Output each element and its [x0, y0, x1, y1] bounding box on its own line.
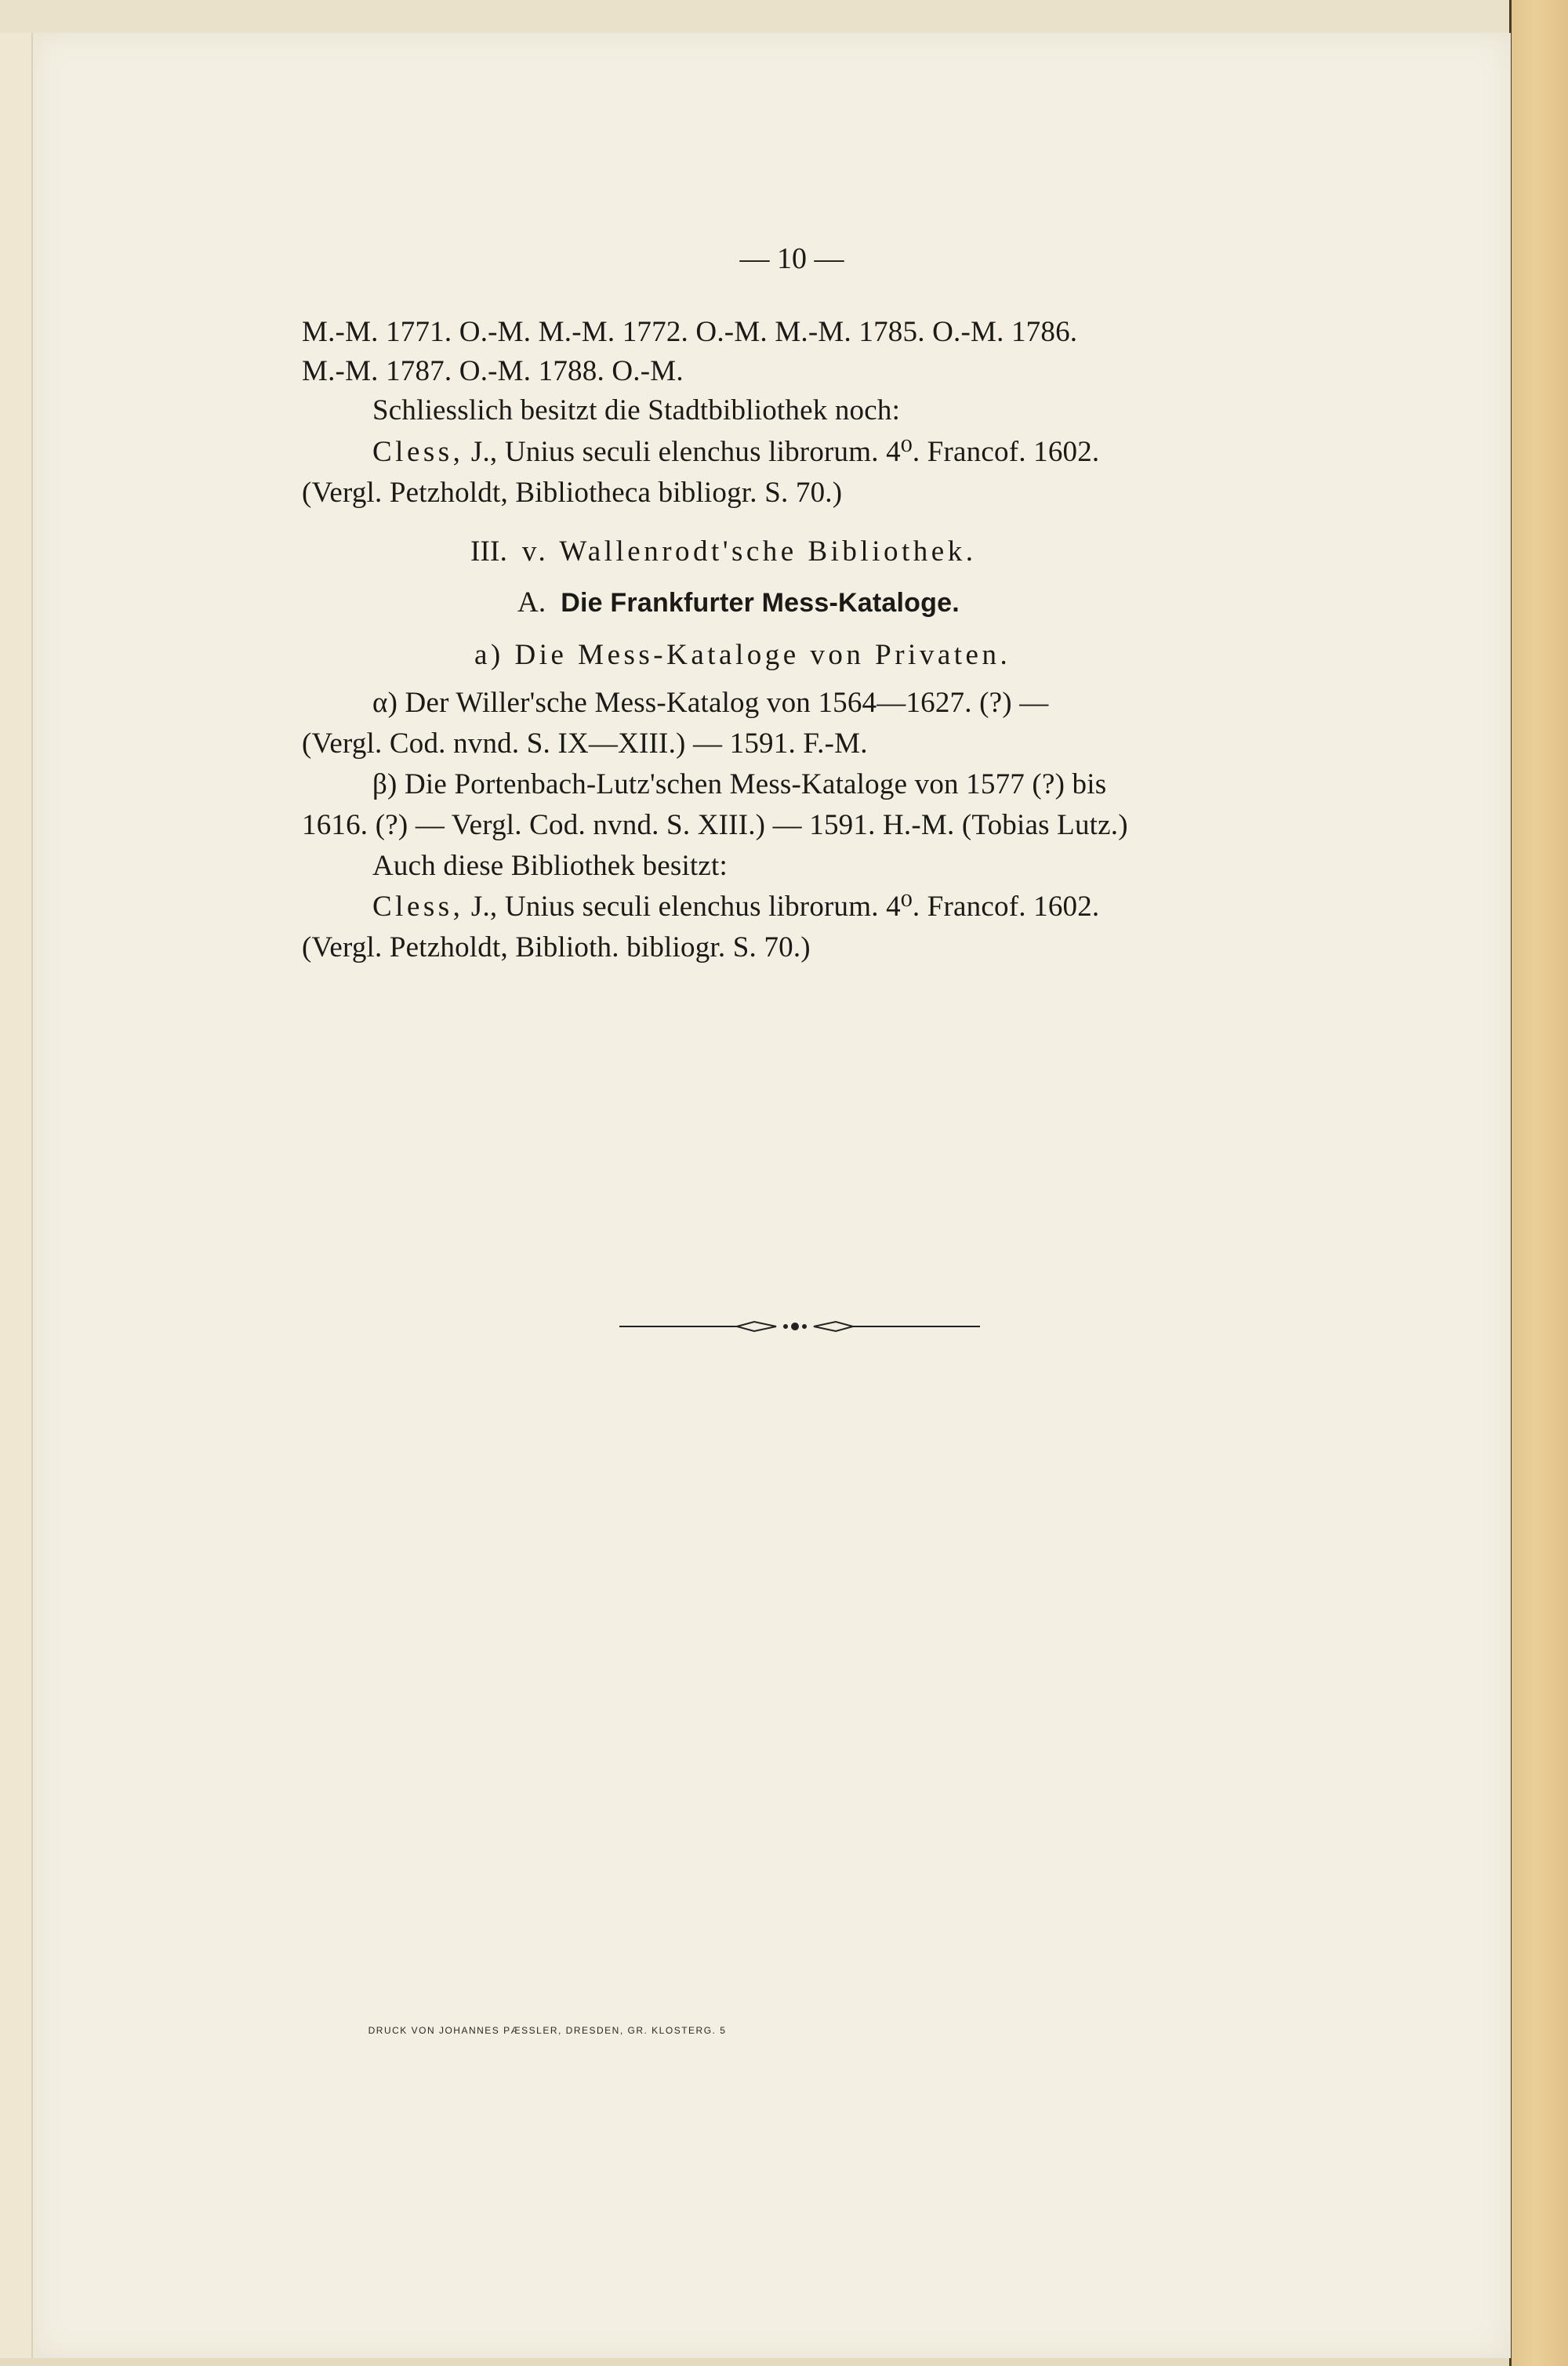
text-line-9: α) Der Willer'sche Mess-Katalog von 1564—1627. (?) —: [372, 687, 1049, 719]
scan-top-margin: [0, 0, 1509, 33]
text-line-12: 1616. (?) — Vergl. Cod. nvnd. S. XIII.) — 1591. H.-M. (Tobias Lutz.): [302, 809, 1128, 841]
text-line-5: (Vergl. Petzholdt, Bibliotheca bibliogr. S. 70.): [302, 477, 843, 509]
subsection-title: Die Frankfurter Mess-Kataloge.: [561, 588, 960, 618]
text-line-14: [372, 888, 1099, 926]
text-line-1: M.-M. 1771. O.-M. M.-M. 1772. O.-M. M.-M. 1785. O.-M. 1786.: [302, 316, 1078, 348]
subsection-letter: A.: [517, 586, 546, 619]
divider-ornament-icon: [619, 1309, 980, 1344]
text-line-13: Auch diese Bibliothek besitzt:: [372, 850, 728, 882]
scan-bottom-margin: [0, 2358, 1509, 2366]
adjacent-page-edge: [1509, 0, 1568, 2366]
page-number: — 10 —: [739, 242, 844, 275]
author-name: Cless,: [372, 436, 464, 468]
section-number: III.: [470, 535, 508, 568]
text-line-3: Schliesslich besitzt die Stadtbibliothek noch:: [372, 394, 901, 426]
text-line-4: [372, 434, 1099, 471]
book-page: [31, 33, 1511, 2358]
text-line-15: (Vergl. Petzholdt, Biblioth. bibliogr. S. 70.): [302, 931, 811, 963]
text-line-10: (Vergl. Cod. nvnd. S. IX—XIII.) — 1591. F.-M.: [302, 728, 868, 760]
author-name: Cless,: [372, 891, 464, 923]
section-heading-iii: [470, 533, 976, 571]
section-title: v. Wallenrodt'sche Bibliothek.: [521, 535, 977, 568]
subsubsection-heading: a) Die Mess-Kataloge von Privaten.: [474, 639, 1011, 671]
printer-imprint: DRUCK VON JOHANNES PÆSSLER, DRESDEN, GR. KLOSTERG. 5: [368, 2025, 727, 2036]
citation-text: J., Unius seculi elenchus librorum. 4⁰. Francof. 1602.: [463, 436, 1100, 468]
text-line-11: β) Die Portenbach-Lutz'schen Mess-Kataloge von 1577 (?) bis: [372, 768, 1107, 800]
subsection-heading-a: [517, 584, 960, 622]
text-line-2: M.-M. 1787. O.-M. 1788. O.-M.: [302, 355, 684, 387]
citation-text: J., Unius seculi elenchus librorum. 4⁰. Francof. 1602.: [463, 891, 1100, 923]
